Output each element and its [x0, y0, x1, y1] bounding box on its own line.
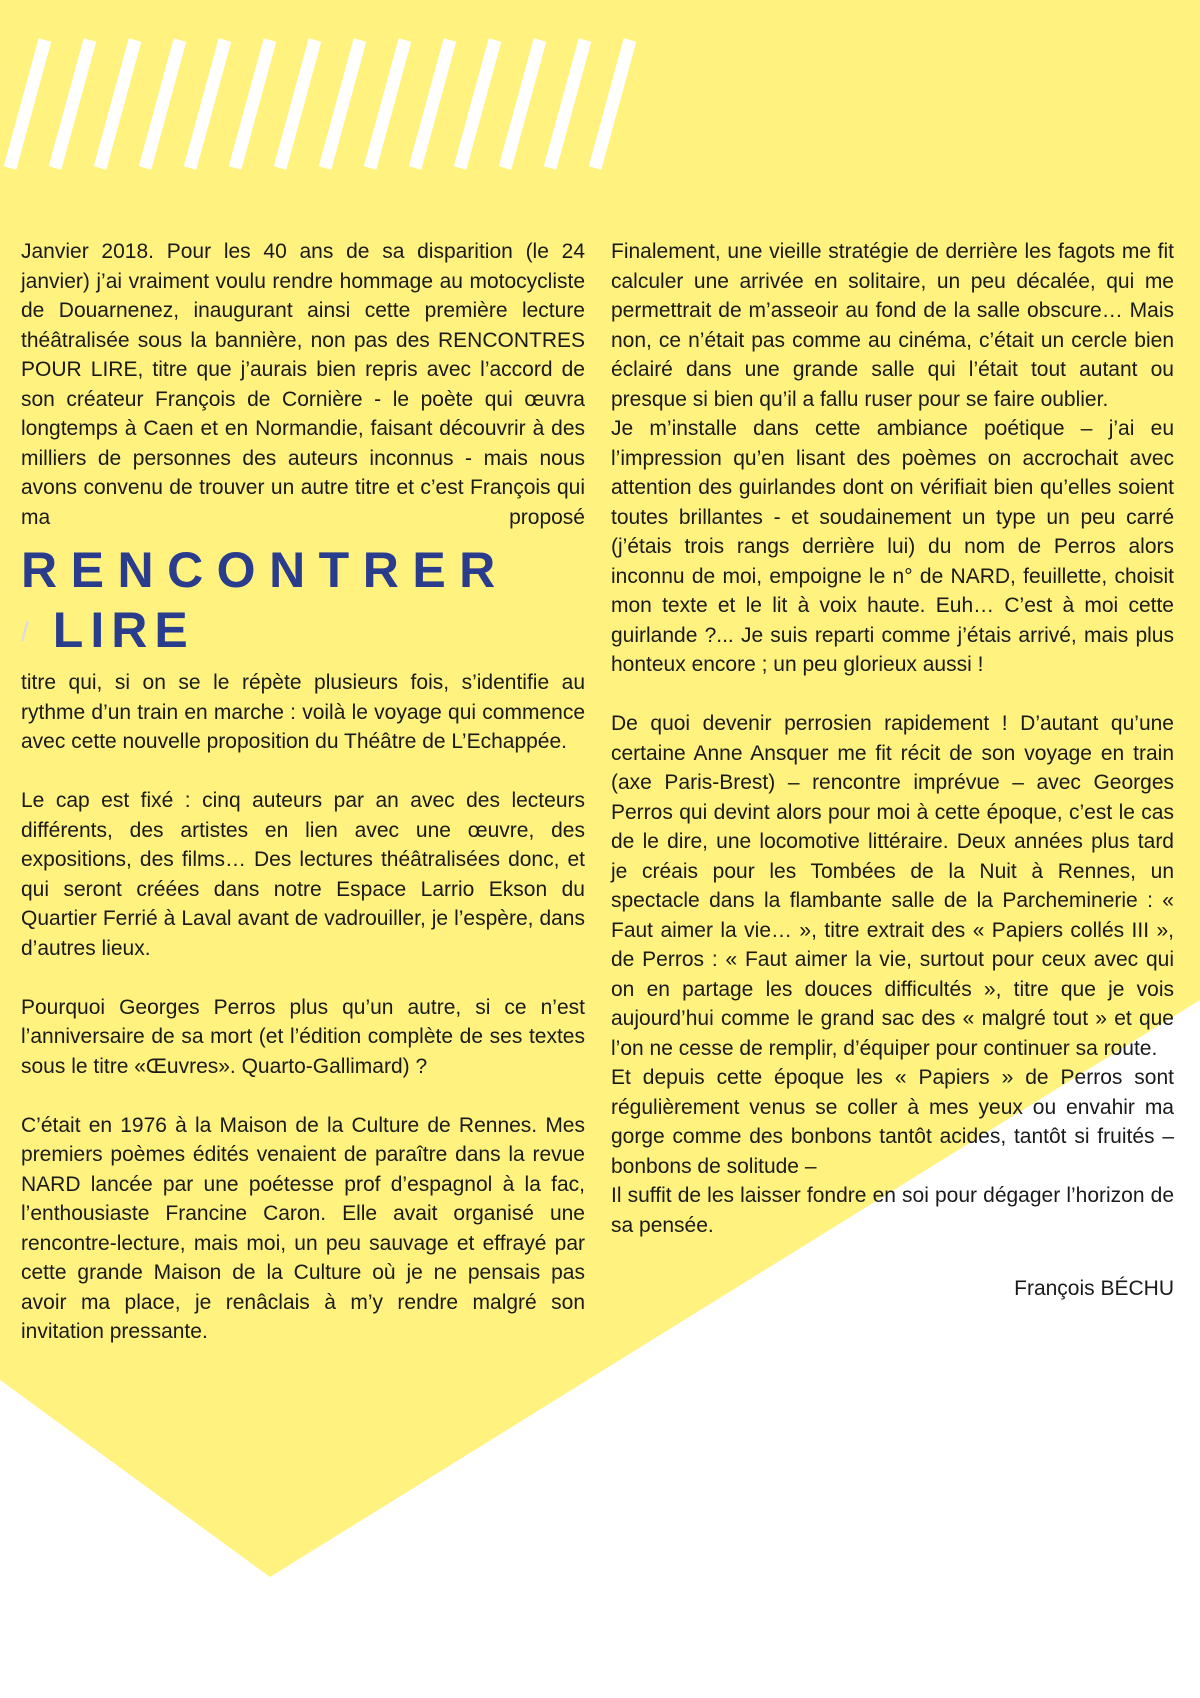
paragraph-cap: Le cap est fixé : cinq auteurs par an avec des lecteurs différents, des artistes en lien avec une œuvre, des expositions, des films… Des lectures théâtralisées donc, et qui seront créées dans notre Espace Larrio Ekson du Quartier Ferrié à Laval avant de vadrouiller, je l’espère, dans d’autres lieux. [21, 789, 585, 960]
headline-word-lire: LIRE [52, 602, 195, 658]
headline-line-2 [21, 600, 585, 662]
intro-paragraph: Janvier 2018. Pour les 40 ans de sa disparition (le 24 janvier) j’ai vraiment voulu rendre hommage au motocycliste de Douarnenez, inaugurant ainsi cette première lecture théâtralisée sous la bannière, non pas des RENCONTRES POUR LIRE, titre que j’aurais bien repris avec l’accord de son créateur François de Cornière - le poète qui œuvra longtemps à Caen et en Normandie, faisant découvrir à des milliers de personnes des auteurs inconnus - mais nous avons convenu de trouver un autre titre et c’est François qui ma proposé [21, 240, 585, 529]
right-column [611, 237, 1174, 1304]
paragraph-horizon: Il suffit de les laisser fondre en soi pour dégager l’horizon de sa pensée. [611, 1184, 1174, 1237]
headline-word-rencontrer: RENCONTRER [21, 542, 509, 598]
paragraph-ambiance: Je m’installe dans cette ambiance poétique – j’ai eu l’impression qu’en lisant des poèmes on accrochait avec attention des guirlandes dont on vérifiait bien qu’elles soient toutes brillantes - et soudainement un type un peu carré (j’étais trois rangs derrière lui) du nom de Perros alors inconnu de moi, empoigne le n° de NARD, feuillette, choisit mon texte et le lit à voix haute. Euh… C’est à moi cette guirlande ?... Je suis reparti comme j’étais arrivé, mais plus honteux encore ; un peu glorieux aussi ! [611, 417, 1174, 676]
author-signature: François BÉCHU [1014, 1277, 1174, 1300]
paragraph-papiers: Et depuis cette époque les « Papiers » de Perros sont régulièrement venus se coller à mes yeux ou envahir ma gorge comme des bonbons tantôt acides, tantôt si fruités – bonbons de solitude – [611, 1066, 1174, 1178]
paragraph-title-rhythm: titre qui, si on se le répète plusieurs fois, s’identifie au rythme d’un train en marche : voilà le voyage qui commence avec cette nouvelle proposition du Théâtre de L’Echappée. [21, 671, 585, 753]
paragraph-1976: C’était en 1976 à la Maison de la Culture de Rennes. Mes premiers poèmes édités venaient de paraître dans la revue NARD lancée par une poétesse prof d’espagnol à la fac, l’enthousiaste Francine Caron. Elle avait organisé une rencontre-lecture, mais moi, un peu sauvage et effrayé par cette grande Maison de la Culture où je ne pensais pas avoir ma place, je renâclais à m’y rendre malgré son invitation pressante. [21, 1113, 585, 1343]
paragraph-perrosien: De quoi devenir perrosien rapidement ! D’autant qu’une certaine Anne Ansquer me fit récit de son voyage en train (axe Paris-Brest) – rencontre imprévue – avec Georges Perros qui devint alors pour moi à cette époque, c’est le cas de le dire, une locomotive littéraire. Deux années plus tard je créais pour les Tombées de la Nuit à Rennes, un spectacle dans la flambante salle de la Parcheminerie : « Faut aimer la vie… », titre extrait des « Papiers collés III », de Perros : « Faut aimer la vie, surtout pour ceux avec qui on en partage les douces difficultés », titre que je vois aujourd’hui comme le grand sac des « malgré tout » et que l’on ne cesse de remplir, d’équiper pour continuer sa route. [611, 712, 1174, 1060]
headline-slash: / [21, 616, 29, 647]
left-column [21, 237, 585, 1347]
paragraph-why-perros: Pourquoi Georges Perros plus qu’un autre, si ce n’est l’anniversaire de sa mort (et l’édition complète de ses textes sous le titre «Œuvres». Quarto-Gallimard) ? [21, 995, 585, 1078]
paragraph-finalement: Finalement, une vieille stratégie de derrière les fagots me fit calculer une arrivée en solitaire, un peu décalée, qui me permettrait de m’asseoir au fond de la salle obscure… Mais non, ce n’était pas comme au cinéma, c’était un cercle bien éclairé dans une grande salle qui l’était tout autant ou presque si bien qu’il a fallu ruser pour se faire oublier. [611, 240, 1174, 411]
